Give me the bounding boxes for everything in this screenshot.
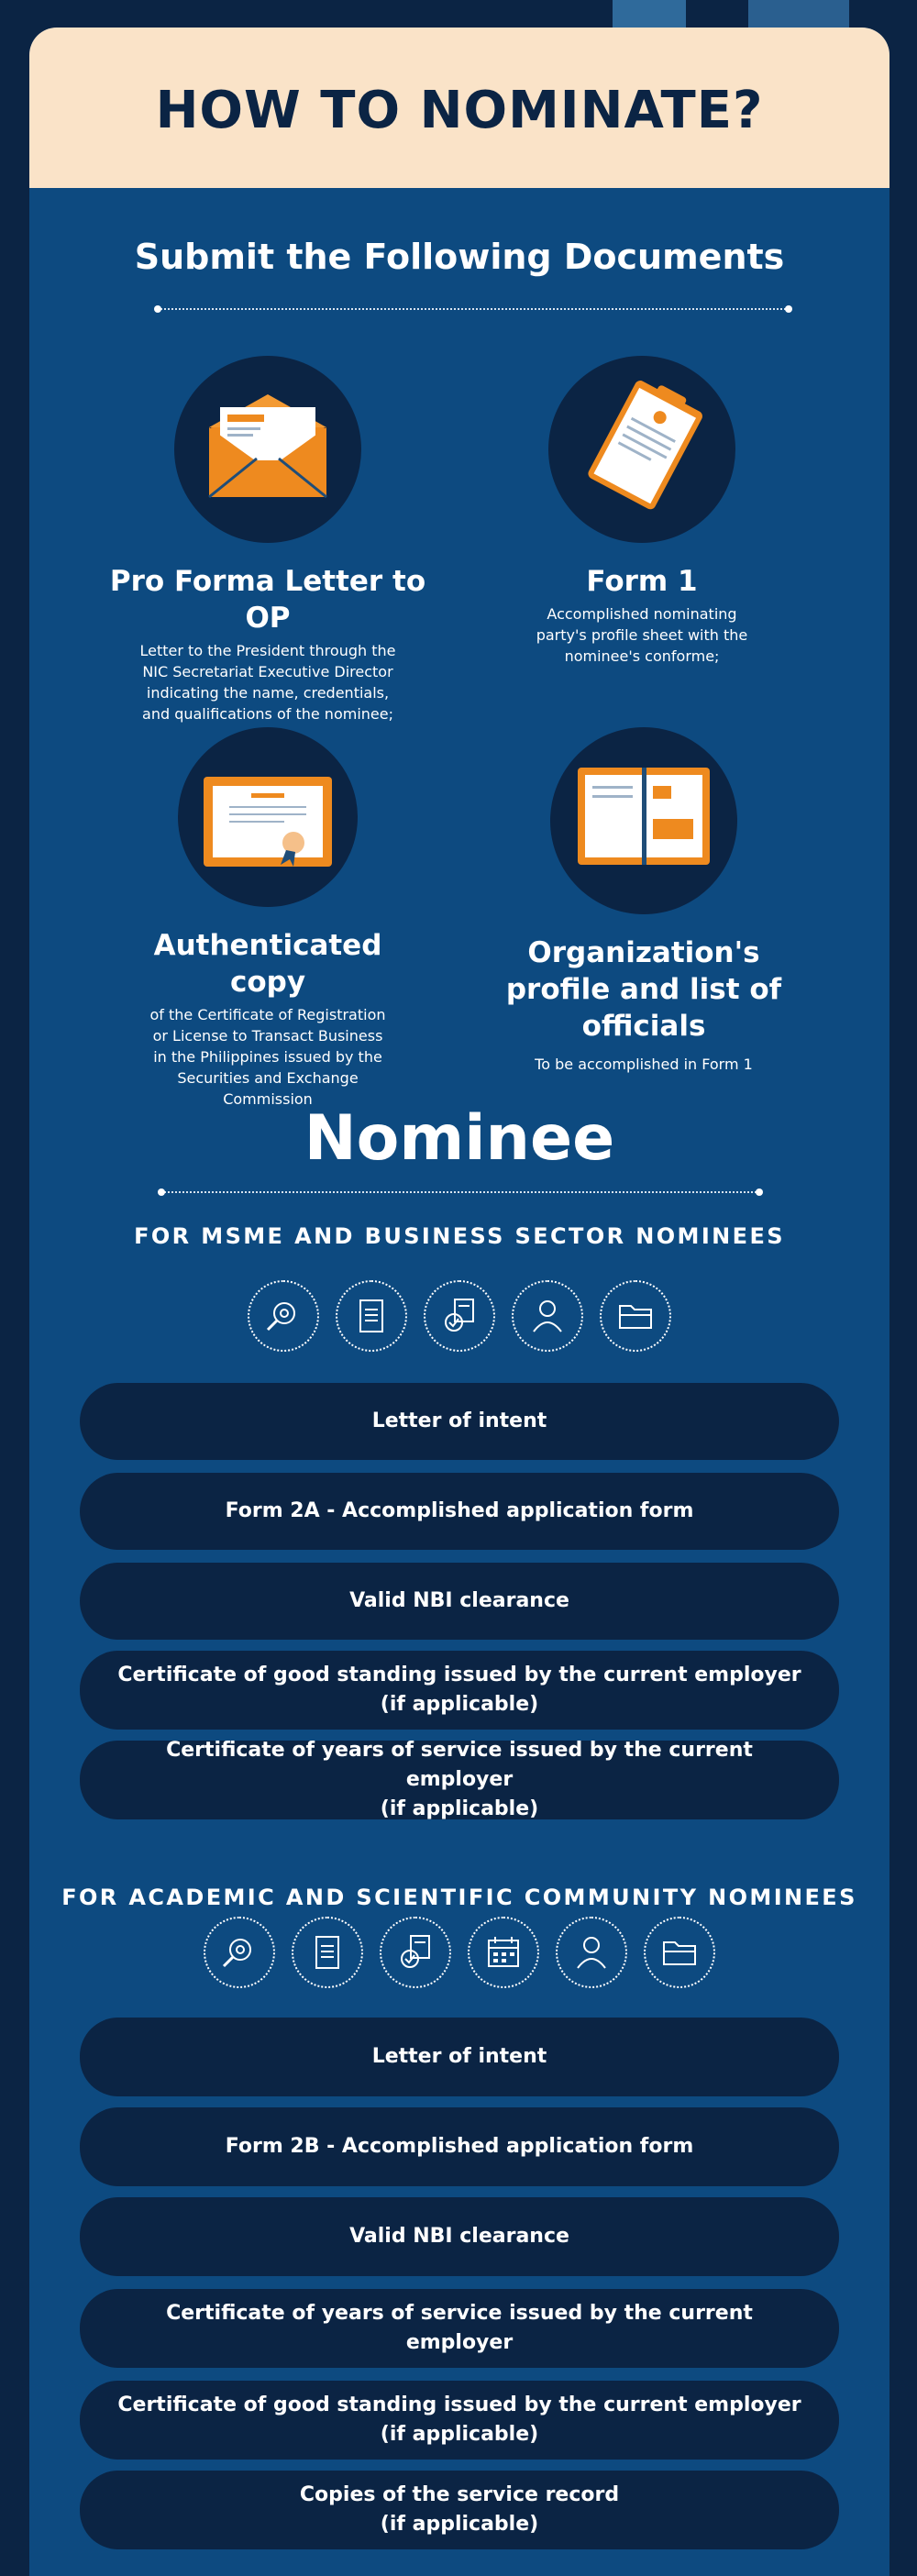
header-banner (29, 28, 889, 188)
document-description: Letter to the President through the NIC Secretariat Executive Director indicating the name, credentials, and qualifications of the nominee; (139, 642, 396, 723)
document-description: To be accomplished in Form 1 (535, 1056, 753, 1073)
search-target-icon (204, 1917, 275, 1988)
folder-icon (644, 1917, 715, 1988)
person-icon (556, 1917, 627, 1988)
envelope-letter-icon (174, 356, 361, 543)
document-title: Organization's profile and list of officials (505, 936, 782, 1043)
academic-requirement-item: Letter of intent (80, 2018, 839, 2096)
section-divider (158, 308, 789, 310)
academic-requirement-item: Form 2B - Accomplished application form (80, 2107, 839, 2186)
clipboard-form-icon (548, 356, 735, 543)
document-title: Authenticated copy (153, 929, 382, 999)
calendar-icon (468, 1917, 539, 1988)
document-item (84, 356, 451, 724)
folder-icon (600, 1280, 671, 1352)
checklist-icon (380, 1917, 451, 1988)
academic-requirement-item: Copies of the service record (if applicable) (80, 2471, 839, 2549)
document-icon (336, 1280, 407, 1352)
document-item (488, 727, 800, 1075)
document-item (112, 727, 424, 1110)
documents-heading: Submit the Following Documents (134, 237, 785, 277)
document-description: of the Certificate of Registration or License to Transact Business in the Philippines issued by the Securities and Exchange Commission (149, 1006, 386, 1108)
document-title: Form 1 (586, 565, 698, 598)
open-folder-icon (550, 727, 737, 914)
academic-icon-row (29, 1917, 889, 1988)
msme-heading: FOR MSME AND BUSINESS SECTOR NOMINEES (134, 1223, 785, 1249)
msme-icon-row (29, 1280, 889, 1352)
checklist-icon (424, 1280, 495, 1352)
academic-requirement-item: Valid NBI clearance (80, 2197, 839, 2276)
certificate-icon (178, 727, 358, 907)
infographic-card (29, 28, 889, 2576)
document-icon (292, 1917, 363, 1988)
search-target-icon (248, 1280, 319, 1352)
document-title: Pro Forma Letter to OP (109, 565, 426, 635)
academic-heading: FOR ACADEMIC AND SCIENTIFIC COMMUNITY NOMINEES (61, 1885, 857, 1910)
msme-requirement-item: Valid NBI clearance (80, 1563, 839, 1640)
academic-requirement-item: Certificate of years of service issued by the current employer (80, 2289, 839, 2368)
msme-requirement-item: Certificate of good standing issued by the current employer (if applicable) (80, 1651, 839, 1730)
section-divider (161, 1191, 759, 1193)
document-description: Accomplished nominating party's profile sheet with the nominee's conforme; (536, 605, 748, 665)
msme-requirement-item: Form 2A - Accomplished application form (80, 1473, 839, 1550)
person-icon (512, 1280, 583, 1352)
academic-requirement-item: Certificate of good standing issued by the current employer (if applicable) (80, 2381, 839, 2460)
document-item (491, 356, 793, 667)
msme-requirement-item: Certificate of years of service issued by the current employer (if applicable) (80, 1741, 839, 1819)
msme-requirement-item: Letter of intent (80, 1383, 839, 1460)
page-title: HOW TO NOMINATE? (155, 81, 764, 140)
nominee-heading: Nominee (304, 1102, 615, 1175)
